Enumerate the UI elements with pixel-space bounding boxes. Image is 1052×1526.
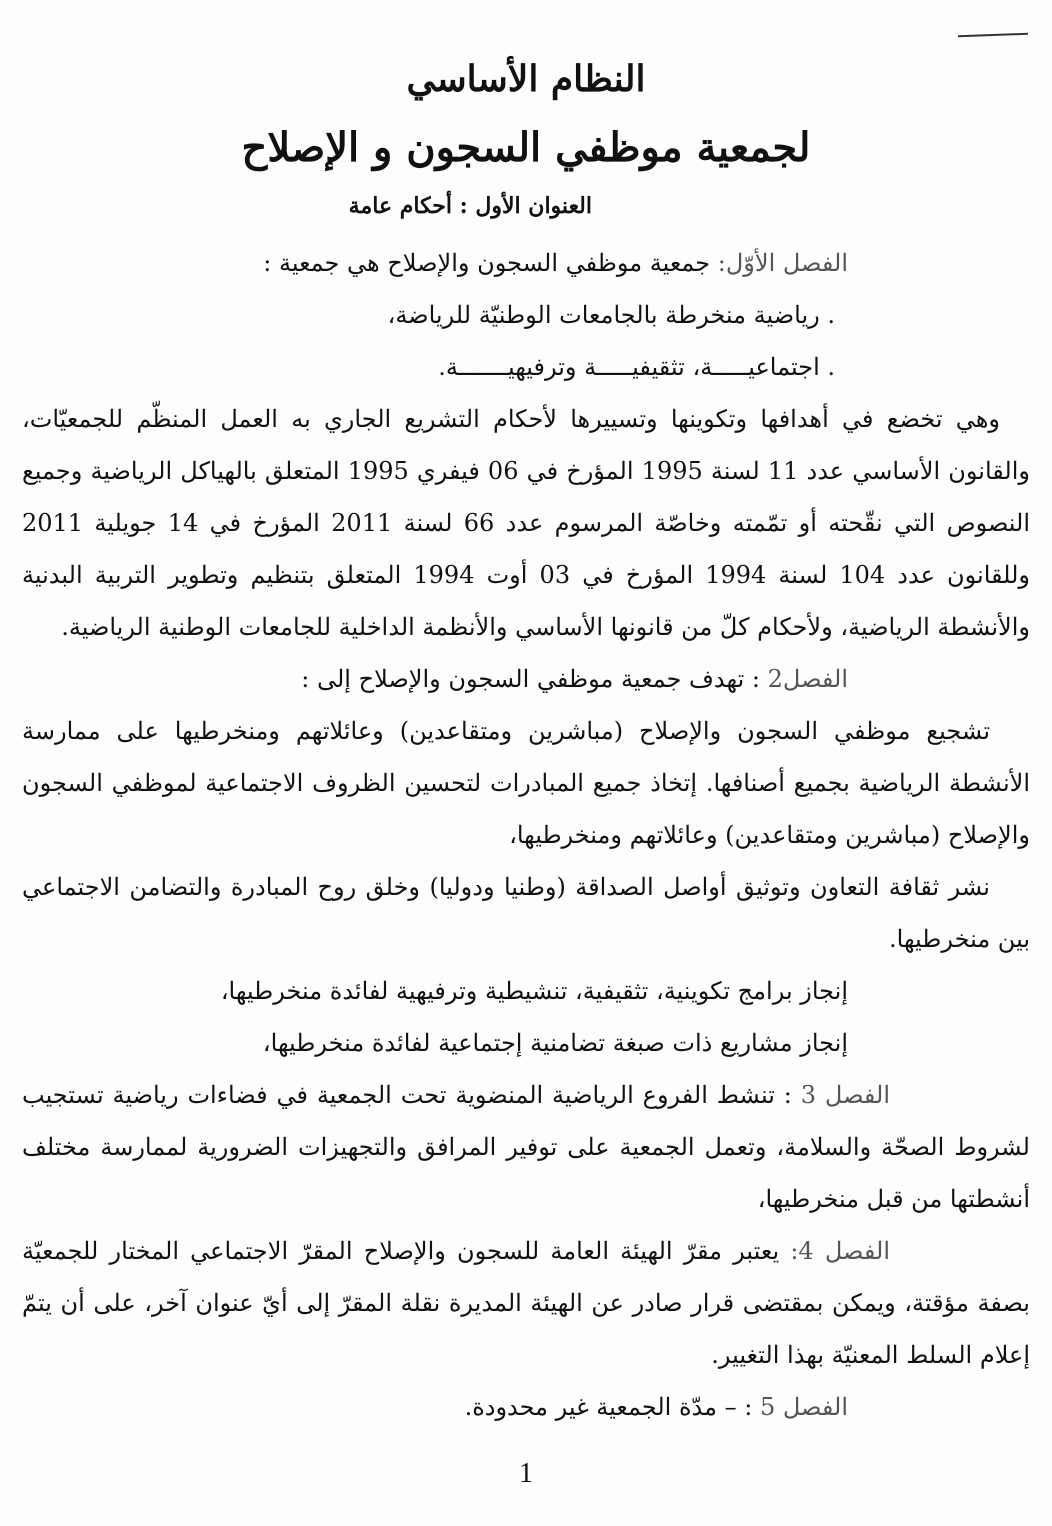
article-4-label: الفصل 4: (790, 1237, 890, 1265)
pen-mark (958, 33, 1028, 37)
document-body (22, 50, 1030, 1433)
article-2-paragraph-2: نشر ثقافة التعاون وتوثيق أواصل الصداقة (وطنيا ودوليا) وخلق روح المبادرة والتضامن الاجتماعي بين منخرطيها. (22, 873, 1030, 953)
article-3-label: الفصل 3 (800, 1081, 890, 1109)
article-3 (22, 1069, 1030, 1225)
article-1-item-2: . اجتماعيـــــة، تثقيفيـــــة وترفيهيـــــــة. (438, 353, 835, 381)
article-1-heading (22, 237, 1030, 289)
article-1-paragraph: وهي تخضع في أهدافها وتكوينها وتسييرها لأحكام التشريع الجاري به العمل المنظّم للجمعيّات، والقانون الأساسي عدد 11 لسنة 1995 المؤرخ في 06 فيفري 1995 المتعلق بالهياكل الرياضية وجميع النصوص التي نقّحته أو تمّمته وخاصّة المرسوم عدد 66 لسنة 2011 المؤرخ في 14 جويلية 2011 وللقانون عدد 104 لسنة 1994 المؤرخ في 03 أوت 1994 المتعلق بتنظيم وتطوير التربية البدنية والأنشطة الرياضية، ولأحكام كلّ من قانونها الأساسي والأنظمة الداخلية للجامعات الوطنية الرياضية. (22, 405, 1031, 641)
article-5-label: الفصل 5 (759, 1393, 848, 1421)
article-1-intro: جمعية موظفي السجون والإصلاح هي جمعية : (263, 249, 718, 277)
section-heading: العنوان الأول : أحكام عامة (348, 193, 592, 219)
document-subtitle: لجمعية موظفي السجون و الإصلاح (241, 124, 811, 171)
article-5-text: : – مدّة الجمعية غير محدودة. (464, 1393, 760, 1421)
article-2-intro: : تهدف جمعية موظفي السجون والإصلاح إلى : (301, 665, 768, 693)
article-2-paragraph-3: إنجاز برامج تكوينية، تثقيفية، تنشيطية وترفيهية لفائدة منخرطيها، (220, 977, 848, 1005)
article-5 (22, 1381, 1030, 1433)
article-2-label: الفصل2 (767, 665, 848, 693)
article-4 (22, 1225, 1030, 1381)
article-2-heading (22, 653, 1030, 705)
article-1-label: الفصل الأوّل: (717, 249, 848, 277)
document-title: النظام الأساسي (406, 58, 646, 100)
article-1-item-1: . رياضية منخرطة بالجامعات الوطنيّة للرياضة، (387, 301, 835, 329)
article-3-text: : تنشط الفروع الرياضية المنضوية تحت الجمعية في فضاءات رياضية تستجيب لشروط الصحّة والسلامة، وتعمل الجمعية على توفير المرافق والتجهيزات الضرورية لممارسة مختلف أنشطتها من قبل منخرطيها، (22, 1081, 1030, 1213)
article-2-paragraph-4: إنجاز مشاريع ذات صبغة تضامنية إجتماعية لفائدة منخرطيها، (262, 1029, 848, 1057)
article-2-paragraph-1: تشجيع موظفي السجون والإصلاح (مباشرين ومتقاعدين) وعائلاتهم ومنخرطيها على ممارسة الأنشطة الرياضية بجميع أصنافها. إتخاذ جميع المبادرات لتحسين الظروف الاجتماعية لموظفي السجون والإصلاح (مباشرين ومتقاعدين) وعائلاتهم ومنخرطيها، (22, 717, 1030, 849)
page-number: 1 (519, 1458, 533, 1489)
article-4-text: يعتبر مقرّ الهيئة العامة للسجون والإصلاح المقرّ الاجتماعي المختار للجمعيّة بصفة مؤقتة، ويمكن بمقتضى قرار صادر عن الهيئة المديرة نقلة المقرّ إلى أيّ عنوان آخر، على أن يتمّ إعلام السلط المعنيّة بهذا التغيير. (22, 1237, 1030, 1369)
